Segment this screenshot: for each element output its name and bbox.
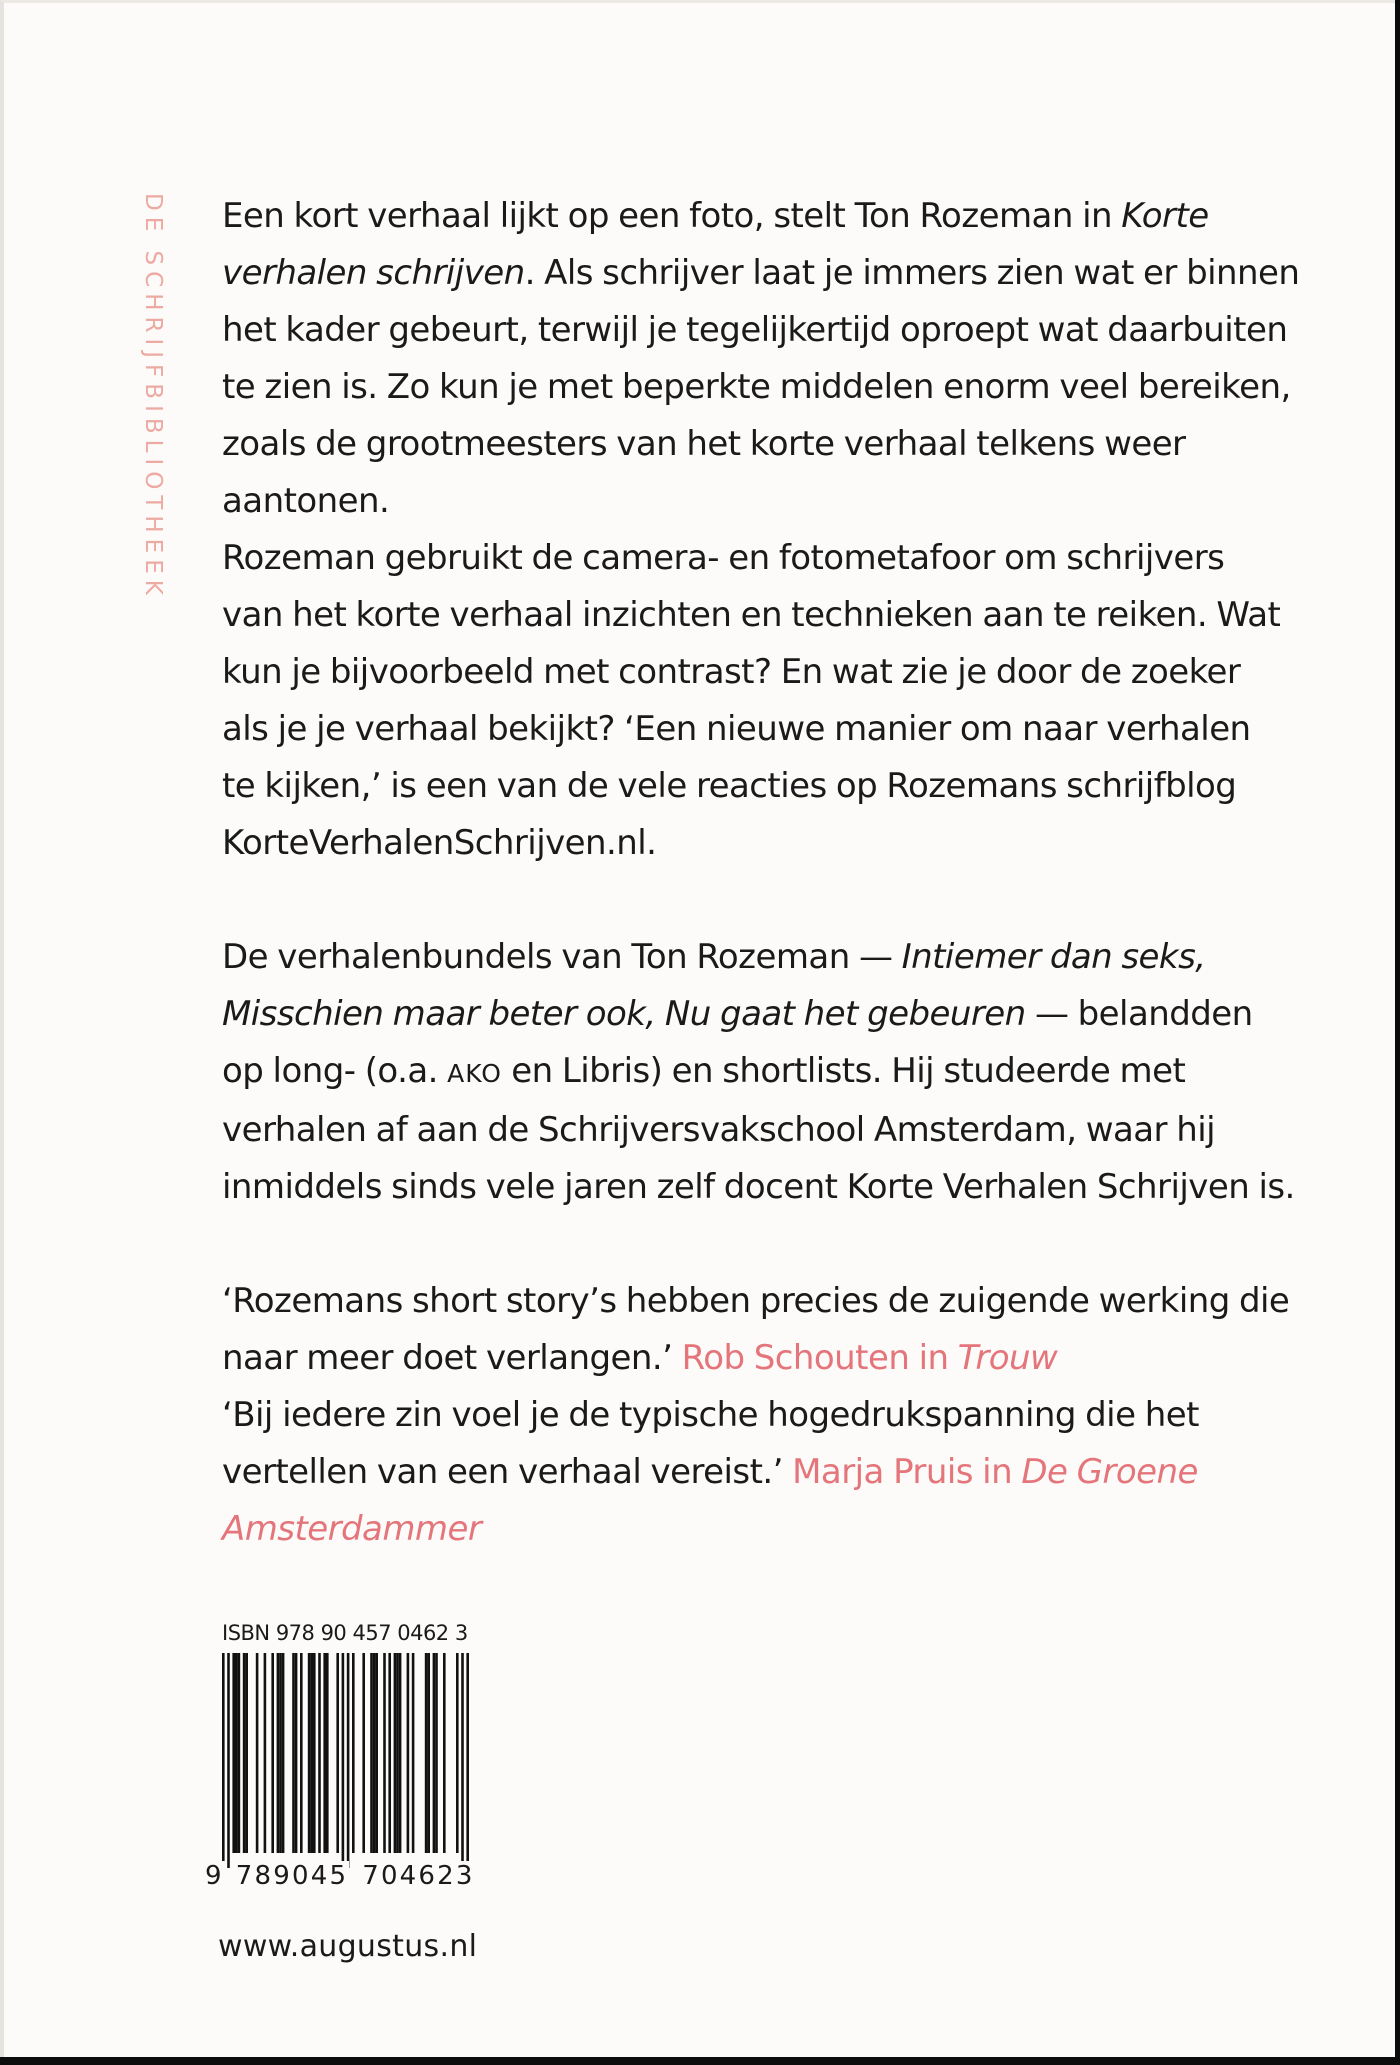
barcode-bar xyxy=(407,1653,410,1853)
isbn-label: ISBN 978 90 457 0462 3 xyxy=(222,1621,468,1645)
barcode-bar xyxy=(264,1653,267,1853)
quote-line: ‘Bij iedere zin voel je de typische hogedrukspanning die het xyxy=(222,1395,1199,1435)
blurb-line: het kader gebeurt, terwijl je tegelijkertijd oproept wat daarbuiten xyxy=(222,310,1288,350)
barcode-bar xyxy=(308,1653,311,1853)
paragraph-gap xyxy=(222,1216,1342,1273)
paragraph-gap xyxy=(222,872,1342,929)
blurb-line: te kijken,’ is een van de vele reacties op Rozemans schrijfblog xyxy=(222,766,1237,806)
barcode-bar xyxy=(235,1653,238,1853)
barcode-digit-group-right: 704623 xyxy=(362,1861,475,1891)
barcode-bar xyxy=(238,1653,241,1853)
barcode-bar xyxy=(362,1653,365,1853)
blurb-line: kun je bijvoorbeeld met contrast? En wat zie je door de zoeker xyxy=(222,652,1241,692)
bio-line: verhalen af aan de Schrijversvakschool Amsterdam, waar hij xyxy=(222,1110,1216,1150)
series-title: DE SCHRIJFBIBLIOTHEEK xyxy=(140,193,166,601)
author-bio xyxy=(222,929,1342,1216)
blurb-line: aantonen. xyxy=(222,481,390,521)
barcode-bar xyxy=(277,1653,280,1853)
barcode-bar xyxy=(295,1653,298,1853)
barcode-bar xyxy=(323,1653,326,1853)
blurb-line xyxy=(222,196,1209,236)
quote-line xyxy=(222,1452,1198,1492)
barcode-bar xyxy=(435,1653,438,1853)
bio-line xyxy=(222,994,1253,1034)
blurb-line: als je je verhaal bekijkt? ‘Een nieuwe manier om naar verhalen xyxy=(222,709,1251,749)
barcode-bar xyxy=(282,1653,285,1853)
barcode-digit-lead: 9 xyxy=(205,1861,224,1891)
barcode-bar xyxy=(425,1653,428,1853)
book-title: Intiemer dan seks, xyxy=(901,937,1206,977)
back-cover-text xyxy=(222,188,1342,1558)
barcode-bar xyxy=(370,1653,373,1853)
publisher-website: www.augustus.nl xyxy=(218,1929,478,1964)
barcode-digits xyxy=(204,1861,476,1891)
barcode-bar xyxy=(443,1653,446,1853)
book-title: Korte xyxy=(1121,196,1209,236)
press-quotes xyxy=(222,1273,1342,1558)
barcode-bar xyxy=(352,1653,355,1853)
barcode-bar xyxy=(427,1653,430,1853)
barcode xyxy=(214,1653,494,1868)
prize-name: AKO xyxy=(447,1059,502,1088)
barcode-bar xyxy=(373,1653,376,1853)
barcode-bar xyxy=(271,1653,274,1853)
quote-line: ‘Rozemans short story’s hebben precies de zuigende werking die xyxy=(222,1281,1290,1321)
quote-source: Marja Pruis in xyxy=(792,1452,1022,1492)
quote-publication: Amsterdammer xyxy=(222,1509,482,1549)
quote-line xyxy=(222,1509,481,1549)
barcode-bar xyxy=(336,1653,339,1853)
bio-text: op long- (o.a. xyxy=(222,1051,448,1091)
bio-text: en Libris) en shortlists. Hij studeerde met xyxy=(501,1051,1186,1091)
barcode-bar xyxy=(433,1653,436,1853)
barcode-bar xyxy=(383,1653,386,1853)
blurb-text: Een kort verhaal lijkt op een foto, stelt Ton Rozeman in xyxy=(222,196,1122,236)
barcode-bar xyxy=(375,1653,378,1853)
barcode-bar xyxy=(227,1653,230,1868)
barcode-bar xyxy=(318,1653,321,1853)
bio-line: inmiddels sinds vele jaren zelf docent Korte Verhalen Schrijven is. xyxy=(222,1167,1295,1207)
bio-line xyxy=(222,1051,1185,1091)
quote-source: Rob Schouten in xyxy=(681,1338,958,1378)
book-title: Misschien maar beter ook, Nu gaat het gebeuren xyxy=(222,994,1026,1034)
blurb-line: KorteVerhalenSchrijven.nl. xyxy=(222,823,657,863)
barcode-bar xyxy=(245,1653,248,1853)
barcode-bar xyxy=(243,1653,246,1853)
blurb-paragraph xyxy=(222,188,1342,872)
bio-text: — belandden xyxy=(1025,994,1253,1034)
quote-text: vertellen van een verhaal vereist.’ xyxy=(222,1452,793,1492)
barcode-bar xyxy=(300,1653,303,1853)
barcode-digit-group-left: 789045 xyxy=(235,1861,349,1891)
barcode-bar xyxy=(256,1653,259,1853)
quote-line xyxy=(222,1338,1057,1378)
bio-line xyxy=(222,937,1205,977)
barcode-bar xyxy=(456,1653,459,1853)
barcode-bar xyxy=(394,1653,397,1853)
barcode-bar xyxy=(396,1653,399,1853)
blurb-line: Rozeman gebruikt de camera- en fotometafoor om schrijvers xyxy=(222,538,1225,578)
barcode-bar xyxy=(461,1653,464,1868)
blurb-text: . Als schrijver laat je immers zien wat er binnen xyxy=(524,253,1300,293)
quote-publication: De Groene xyxy=(1021,1452,1198,1492)
barcode-bar xyxy=(466,1653,469,1868)
book-title: verhalen schrijven xyxy=(222,253,525,293)
quote-text: naar meer doet verlangen.’ xyxy=(222,1338,682,1378)
barcode-bar xyxy=(388,1653,391,1853)
barcode-bar xyxy=(313,1653,316,1853)
barcode-bar xyxy=(279,1653,282,1853)
quote-publication: Trouw xyxy=(957,1338,1058,1378)
barcode-bar xyxy=(342,1653,345,1868)
blurb-line: te zien is. Zo kun je met beperkte middelen enorm veel bereiken, xyxy=(222,367,1291,407)
barcode-bar xyxy=(412,1653,415,1853)
blurb-line: zoals de grootmeesters van het korte verhaal telkens weer xyxy=(222,424,1186,464)
bio-text: De verhalenbundels van Ton Rozeman — xyxy=(222,937,902,977)
blurb-line xyxy=(222,253,1299,293)
barcode-bar xyxy=(292,1653,295,1853)
barcode-bar xyxy=(326,1653,329,1853)
barcode-bar xyxy=(310,1653,313,1853)
barcode-bar xyxy=(347,1653,350,1868)
barcode-bar xyxy=(222,1653,225,1868)
blurb-line: van het korte verhaal inzichten en technieken aan te reiken. Wat xyxy=(222,595,1281,635)
barcode-bar xyxy=(399,1653,402,1853)
barcode-bar xyxy=(232,1653,235,1853)
